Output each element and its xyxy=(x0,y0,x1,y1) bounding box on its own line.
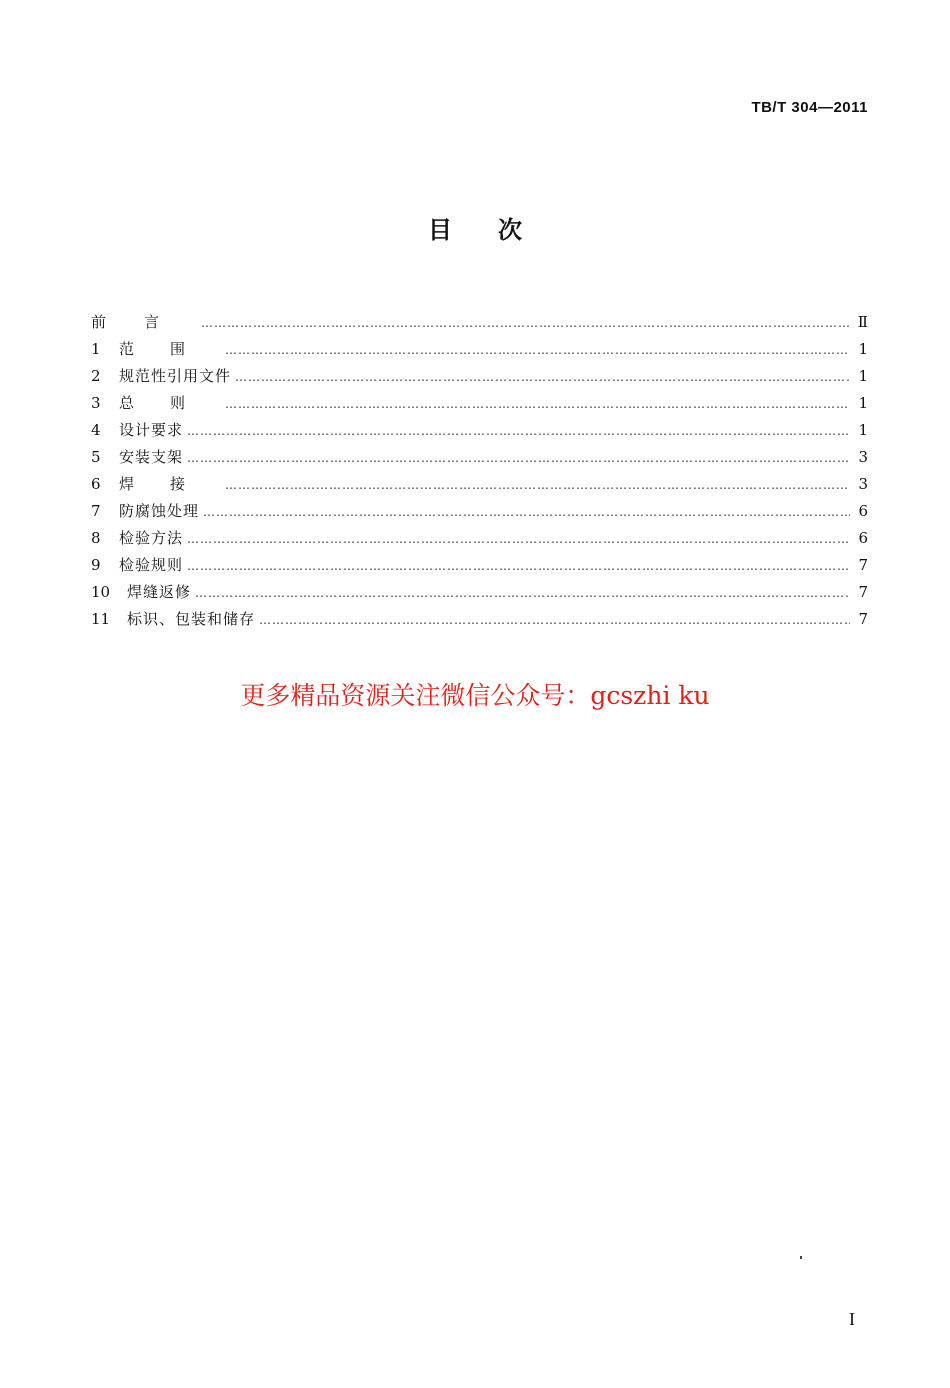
toc-dot-leader xyxy=(187,553,850,580)
toc-entry-label: 总则 xyxy=(119,394,222,412)
toc-entry-number: 7 xyxy=(91,502,101,520)
toc-entry-page: 7 xyxy=(858,556,868,574)
toc-dot-leader xyxy=(225,472,850,499)
page-number: I xyxy=(849,1309,855,1329)
toc-entry-page: Ⅱ xyxy=(857,313,868,331)
toc-entry-label: 前言 xyxy=(91,313,198,331)
toc-entry-label: 设计要求 xyxy=(119,421,184,439)
toc-dot-leader xyxy=(225,391,850,418)
toc-entry-11[interactable] xyxy=(91,606,868,633)
toc-entry-label: 检验方法 xyxy=(119,529,184,547)
toc-entry-label: 检验规则 xyxy=(119,556,184,574)
promo-text: 更多精品资源关注微信公众号：gcszhi ku xyxy=(240,681,710,710)
toc-dot-leader xyxy=(187,526,850,553)
toc-entry-page: 3 xyxy=(858,448,868,466)
toc-title: 目次 xyxy=(428,216,568,244)
toc-entry-number: 8 xyxy=(91,529,101,547)
toc-dot-leader xyxy=(225,337,850,364)
toc-entry-4[interactable] xyxy=(91,417,868,444)
toc-entry-10[interactable] xyxy=(91,579,868,606)
toc-entry-2[interactable] xyxy=(91,363,868,390)
toc-entry-page: 7 xyxy=(858,610,868,628)
toc-entry-label: 规范性引用文件 xyxy=(119,367,232,385)
toc-entry-9[interactable] xyxy=(91,552,868,579)
toc-entry-page: 1 xyxy=(858,340,868,358)
toc-entry-page: 1 xyxy=(858,394,868,412)
toc-dot-leader xyxy=(235,364,850,391)
toc-entry-foreword[interactable] xyxy=(91,309,868,336)
toc-entry-8[interactable] xyxy=(91,525,868,552)
toc-entry-label: 范围 xyxy=(119,340,222,358)
toc-entry-number: 2 xyxy=(91,367,101,385)
toc-entry-label: 焊缝返修 xyxy=(127,583,192,601)
toc-dot-leader xyxy=(259,607,850,634)
toc-dot-leader xyxy=(195,580,850,607)
toc-entry-number: 3 xyxy=(91,394,101,412)
toc-entry-number: 1 xyxy=(91,340,101,358)
toc-entry-number: 5 xyxy=(91,448,101,466)
standard-code: TB/T 304—2011 xyxy=(751,99,868,116)
toc-entry-page: 1 xyxy=(858,421,868,439)
toc-entry-number: 11 xyxy=(91,610,111,628)
toc-entry-1[interactable] xyxy=(91,336,868,363)
toc-dot-leader xyxy=(187,418,850,445)
toc-entry-number: 9 xyxy=(91,556,101,574)
toc-entry-label: 防腐蚀处理 xyxy=(119,502,200,520)
toc-entry-7[interactable] xyxy=(91,498,868,525)
toc-entry-number: 6 xyxy=(91,475,101,493)
table-of-contents xyxy=(91,309,868,633)
toc-entry-page: 3 xyxy=(858,475,868,493)
toc-dot-leader xyxy=(203,499,850,526)
toc-entry-number: 4 xyxy=(91,421,101,439)
toc-entry-3[interactable] xyxy=(91,390,868,417)
toc-entry-page: 6 xyxy=(858,502,868,520)
toc-entry-page: 7 xyxy=(858,583,868,601)
toc-entry-label: 标识、包装和储存 xyxy=(127,610,256,628)
toc-entry-label: 焊接 xyxy=(119,475,222,493)
toc-entry-6[interactable] xyxy=(91,471,868,498)
toc-entry-page: 1 xyxy=(858,367,868,385)
toc-dot-leader xyxy=(201,310,850,337)
toc-entry-label: 安装支架 xyxy=(119,448,184,466)
toc-entry-page: 6 xyxy=(858,529,868,547)
toc-entry-5[interactable] xyxy=(91,444,868,471)
toc-dot-leader xyxy=(187,445,850,472)
toc-entry-number: 10 xyxy=(91,583,111,601)
scan-speck xyxy=(800,1256,802,1259)
